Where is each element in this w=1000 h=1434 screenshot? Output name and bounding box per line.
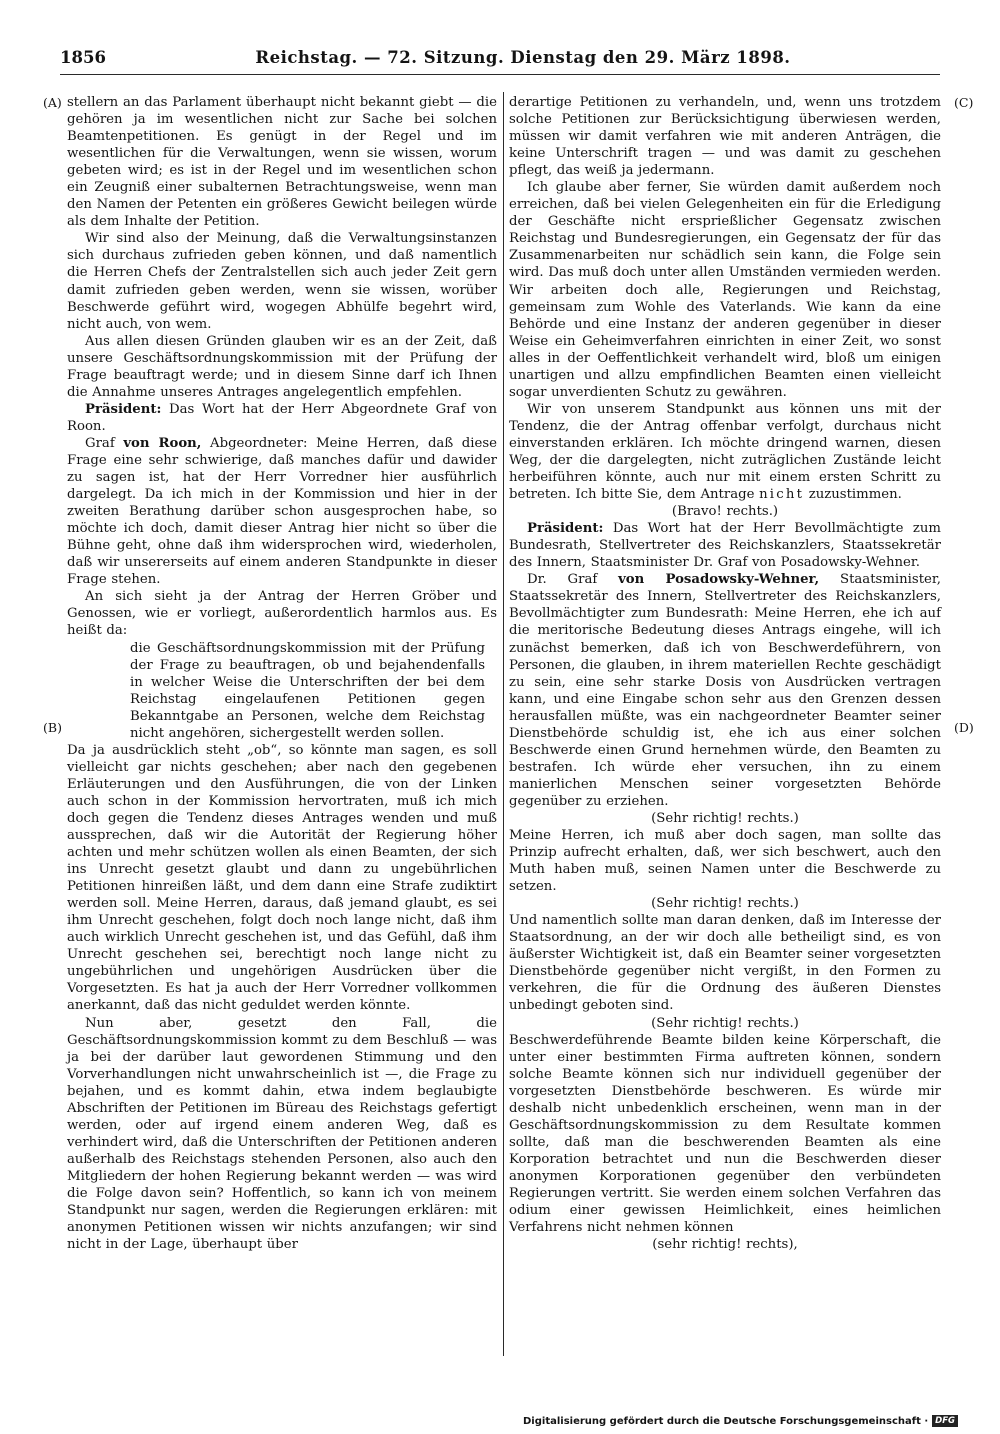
speaker-label: Präsident: <box>527 521 604 537</box>
paragraph-text: Wir von unserem Standpunkt aus können uns mit der Tendenz, die der Antrag offenbar verfolgt, durchaus nicht einverstanden erklären. Ich möchte dringend warnen, diesen Weg, der die dargelegten, nicht zuträglichen Zustände leicht herbeiführen könnte, auch nur mit einem ersten Schritt zu betreten. Ich bitte Sie, dem Antrage <box>509 401 941 503</box>
margin-marker-a: (A) <box>43 95 62 110</box>
interjection: (Sehr richtig! rechts.) <box>651 810 799 826</box>
margin-marker-d: (D) <box>954 720 974 735</box>
speech-opening <box>509 571 941 810</box>
speaker-name: von Roon, <box>123 435 202 451</box>
header-rule <box>60 74 940 75</box>
interjection: (Sehr richtig! rechts.) <box>651 896 799 912</box>
page-number: 1856 <box>60 48 106 67</box>
footer-text: Digitalisierung gefördert durch die Deutsche Forschungsgemeinschaft · <box>523 1415 929 1427</box>
page-header <box>60 48 940 70</box>
paragraph: Ich glaube aber ferner, Sie würden damit außerdem noch erreichen, daß bei vielen Gelegenheiten ein für die Erledigung der Geschäfte nicht ersprießlicher Gegensatz zwischen Reichstag und Bundesregierungen, ein Gegensatz der für das Zusammenarbeiten nur schädlich sein kann, die Folge sein wird. Das muß doch unter allen Umständen vermieden werden. Wir arbeiten doch alle, Regierungen und Reichstag, gemeinsam zum Wohle des Vaterlands. Wie kann da eine Behörde und eine Instanz der anderen gegenüber in dieser Weise ein Geheimverfahren einrichten in einer Zeit, wo sonst alles in der Oeffentlichkeit verhandelt wird, bloß um einigen unartigen und allzu empfindlichen Beamten einen vielleicht sogar unverdienten Schutz zu gewähren. <box>509 180 941 400</box>
margin-marker-b: (B) <box>43 720 62 735</box>
paragraph-end: zuzustimmen. <box>808 487 902 503</box>
emphasized-word: nicht <box>759 487 805 503</box>
speech-text: Abgeordneter: Meine Herren, daß diese Frage eine sehr schwierige, daß manches dafür und dawider zu sagen ist, hat der Herr Vorredner hier ausführlich dargelegt. Da ich mich in der Kommission und hier in der zweiten Berathung darüber schon ausgesprochen habe, so möchte ich doch, damit dieser Antrag hier nicht so über die Bühne geht, ohne daß ihm widersprochen wird, wiederholen, daß wir unsererseits auf einem anderen Standpunkte in dieser Frage stehen. <box>67 435 497 588</box>
paragraph: An sich sieht ja der Antrag der Herren Gröber und Genossen, wie er vorliegt, außerordentlich harmlos aus. Es heißt da: <box>67 589 497 639</box>
speech-opening <box>67 435 497 588</box>
paragraph: Da ja ausdrücklich steht „ob“, so könnte man sagen, es soll vielleicht gar nichts geschehen; aber nach den gegebenen Erläuterungen und den Ausführungen, die von der Linken auch schon in der Kommission hervortraten, muß ich mich doch gegen die Tendenz dieses Antrages wenden und muß aussprechen, daß wir die Autorität der Regierung höher achten und mehr schützen wollen als einen Beamten, der sich ins Unrecht gesetzt glaubt und dann zu ungebührlichen Petitionen hinreißen läßt, und dem dann eine Strafe zudiktirt werden soll. Meine Herren, daraus, daß jemand glaubt, es sei ihm Unrecht geschehen, folgt doch noch lange nicht, daß ihm auch wirklich Unrecht geschehen ist, und das Gefühl, daß ihm Unrecht geschehen sei, berechtigt noch lange nicht zu ungebührlichen und ungehörigen Ausdrücken über die Vorgesetzten. Es hat ja auch der Herr Vorredner vollkommen anerkannt, daß das nicht geduldet werden könnte. <box>67 742 497 1014</box>
margin-marker-c: (C) <box>954 95 974 110</box>
paragraph: Nun aber, gesetzt den Fall, die Geschäftsordnungskommission kommt zu dem Beschluß — was ja bei der darüber laut gewordenen Stimmung und den Vorverhandlungen nicht unwahrscheinlich ist —, die Frage zu bejahen, und es kommt dahin, etwa indem beglaubigte Abschriften der Petitionen im Büreau des Reichstags gefertigt werden, oder auf irgend einem anderen Weg, daß es verhindert wird, daß die Unterschriften der Petitionen anderen außerhalb des Reichstags stehenden Personen, also auch den Mitgliedern der hohen Regierung bekannt werden — was wird die Folge davon sein? Hoffentlich, so kann ich von meinem Standpunkt nur sagen, werden die Regierungen erklären: mit anonymen Petitionen wissen wir nichts anzufangen; wir sind nicht in der Lage, überhaupt über <box>67 1015 497 1253</box>
statement-text: Das Wort hat der Herr Abgeordnete Graf von Roon. <box>67 401 497 434</box>
interjection: (Sehr richtig! rechts.) <box>651 1015 799 1031</box>
paragraph: derartige Petitionen zu verhandeln, und, wenn uns trotzdem solche Petitionen zur Berücksichtigung überwiesen werden, müssen wir damit verfahren wie mit anderen Anträgen, die keine Unterschrift tragen — und was damit zu geschehen pflegt, das weiß ja jedermann. <box>509 95 941 179</box>
running-title: Reichstag. — 72. Sitzung. Dienstag den 29. März 1898. <box>255 48 791 67</box>
column-rule <box>503 92 504 1356</box>
paragraph: Aus allen diesen Gründen glauben wir es an der Zeit, daß unsere Geschäftsordnungskommission mit der Prüfung der Frage beauftragt werde; und in diesem Sinne darf ich Ihnen die Annahme unseres Antrages angelegentlich empfehlen. <box>67 333 497 400</box>
dfg-logo: DFG <box>932 1415 958 1427</box>
paragraph: Beschwerdeführende Beamte bilden keine Körperschaft, die unter einer bestimmten Firma auftreten können, sondern solche Beamte können sich nur individuell gegenüber der vorgesetzten Dienstbehörde beschweren. Es würde mir deshalb nicht unbedenklich erscheinen, wenn man in der Geschäftsordnungskommission zu dem Resultate kommen sollte, daß man die beschwerenden Beamten als eine Korporation betrachtet und nun die Beschwerden dieser anonymen Korporationen gegenüber den verbündeten Regierungen vertritt. Sie werden einem solchen Verfahren das odium einer gewissen Heimlichkeit, eines heimlichen Verfahrens nicht nehmen können <box>509 1032 941 1236</box>
paragraph: Meine Herren, ich muß aber doch sagen, man sollte das Prinzip aufrecht erhalten, daß, wer sich beschwert, auch den Muth haben muß, seinen Namen unter die Beschwerde zu setzen. <box>509 828 941 895</box>
paragraph: Wir sind also der Meinung, daß die Verwaltungsinstanzen sich durchaus zufrieden geben können, und daß namentlich die Herren Chefs der Zentralstellen sich auch jeder Zeit gern damit zufrieden geben werden, wenn sie wissen, worüber Beschwerde geführt wird, wogegen Abhülfe begehrt wird, nicht auch, von wem. <box>67 231 497 332</box>
interjection: (sehr richtig! rechts), <box>652 1237 798 1253</box>
president-statement <box>67 401 497 435</box>
paragraph: Und namentlich sollte man daran denken, daß im Interesse der Staatsordnung, an der wir doch alle betheiligt sind, es von äußerster Wichtigkeit ist, daß ein Beamter seiner vorgesetzten Dienstbehörde gegenüber nicht vergißt, in den Formen zu verkehren, die für die Ordnung des äußeren Dienstes unbedingt geboten sind. <box>509 913 941 1014</box>
footer-credit <box>523 1415 958 1427</box>
speech-text: Staatsminister, Staatssekretär des Innern, Stellvertreter des Reichskanzlers, Bevollmächtigter zum Bundesrath: Meine Herren, ehe ich auf die meritorische Bedeutung dieses Antrags eingehe, will ich zunächst bemerken, daß ich von Beschwerdeführern, von Personen, die glauben, in ihrem materiellen Rechte geschädigt zu sein, eine sehr starke Dosis von Ausdrücken vertragen kann, und eine Eingabe schon sehr aus den Grenzen dessen herausfallen müßte, was ein nachgeordneter Beamter seiner Dienstbehörde schuldig ist, ehe ich aus einer solchen Beschwerde einen Grund hernehmen würde, den Beamten zu bestrafen. Ich würde eher versuchen, ihn zu einem manierlichen Menschen seiner vorgesetzten Behörde gegenüber zu erziehen. <box>509 572 941 809</box>
speaker-name: von Posadowsky-Wehner, <box>618 572 820 588</box>
quoted-motion: die Geschäftsordnungskommission mit der Prüfung der Frage zu beauftragen, ob und bejahendenfalls in welcher Weise die Unterschriften der bei dem Reichstag eingelaufenen Petitionen gegen Bekanntgabe an Personen, welche dem Reichstag nicht angehören, sichergestellt werden sollen. <box>130 640 485 741</box>
speaker-prefix: Graf <box>85 435 115 451</box>
statement-text: Das Wort hat der Herr Bevollmächtigte zum Bundesrath, Stellvertreter des Reichskanzlers, Staatssekretär des Innern, Staatsminister Dr. Graf von Posadowsky-Wehner. <box>509 521 941 571</box>
interjection: (Bravo! rechts.) <box>671 504 779 520</box>
paragraph <box>509 401 941 503</box>
president-statement <box>509 520 941 571</box>
speaker-prefix: Dr. Graf <box>527 572 598 588</box>
left-column <box>67 94 497 1253</box>
speaker-label: Präsident: <box>85 401 162 417</box>
paragraph: stellern an das Parlament überhaupt nicht bekannt giebt — die gehören ja im wesentlichen nicht zur Sache bei solchen Beamtenpetitionen. Es genügt in der Regel und im wesentlichen für die Verwaltungen, wenn sie wissen, worum gebeten wird; es ist in der Regel und im wesentlichen schon ein Zeugniß einer subalternen Betrachtungsweise, wenn man den Namen der Petenten ein größeres Gewicht beilegen würde als dem Inhalte der Petition. <box>67 95 497 230</box>
right-column <box>509 94 941 1253</box>
